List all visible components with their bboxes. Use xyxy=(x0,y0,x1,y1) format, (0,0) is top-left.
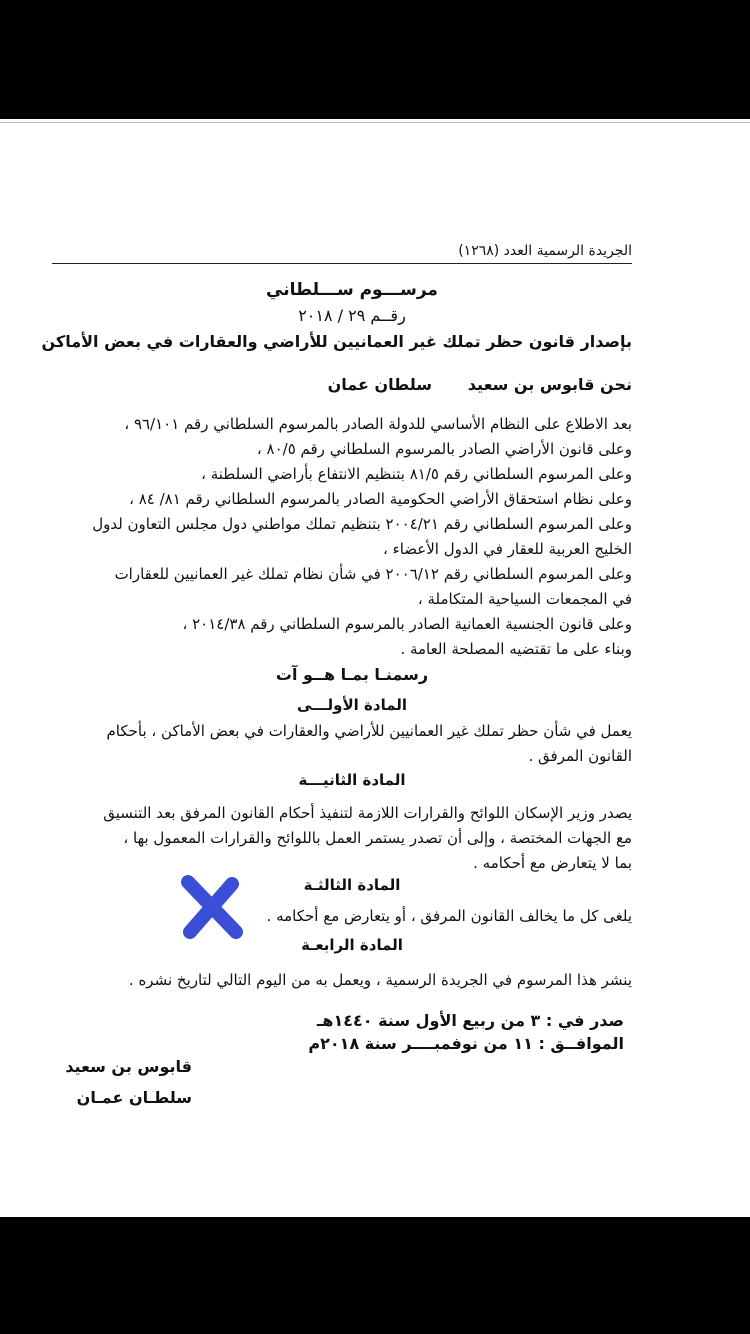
article-line: يصدر وزير الإسكان اللوائح والقرارات اللازمة لتنفيذ أحكام القانون المرفق بعد التنسيق xyxy=(103,804,632,822)
article-heading: المادة الأولـــى xyxy=(296,696,408,714)
decree-document xyxy=(41,119,632,1217)
x-mark-stroke xyxy=(188,882,236,932)
article-line: يعمل في شأن حظر تملك غير العمانيين للأراضي والعقارات في بعض الأماكن ، بأحكام xyxy=(106,722,632,740)
issued-hijri: صدر في : ٣ من ربيع الأول سنة ١٤٤٠هـ xyxy=(316,1011,624,1030)
preamble-line: وعلى قانون الجنسية العمانية الصادر بالمرسوم السلطاني رقم ٢٠١٤/٣٨ ، xyxy=(182,615,632,633)
preamble-line: وعلى نظام استحقاق الأراضي الحكومية الصادر بالمرسوم السلطاني رقم ٨١/ ٨٤ ، xyxy=(129,490,632,508)
preamble-line: وعلى المرسوم السلطاني رقم ٢٠٠٤/٢١ بتنظيم تملك مواطني دول مجلس التعاون لدول xyxy=(92,515,632,533)
x-mark-icon xyxy=(178,874,246,942)
preamble-line: الخليج العربية للعقار في الدول الأعضاء ، xyxy=(383,540,632,558)
decree-subject: بإصدار قانون حظر تملك غير العمانيين للأراضي والعقارات في بعض الأماكن xyxy=(41,332,632,351)
preamble-line: وعلى المرسوم السلطاني رقم ٨١/٥ بتنظيم الانتفاع بأراضي السلطنة ، xyxy=(201,465,632,483)
gazette-header: الجريدة الرسمية العدد (١٢٦٨) xyxy=(458,243,632,259)
sovereign-name: نحن قابوس بن سعيد xyxy=(467,375,632,394)
preamble-line: في المجمعات السياحية المتكاملة ، xyxy=(417,590,632,608)
article-line: يلغى كل ما يخالف القانون المرفق ، أو يتعارض مع أحكامه . xyxy=(266,907,632,925)
preamble-line: وعلى المرسوم السلطاني رقم ٢٠٠٦/١٢ في شأن نظام تملك غير العمانيين للعقارات xyxy=(114,565,632,583)
preamble-line: بعد الاطلاع على النظام الأساسي للدولة الصادر بالمرسوم السلطاني رقم ٩٦/١٠١ ، xyxy=(124,415,632,433)
signature-title: سلطـان عمـان xyxy=(76,1088,192,1107)
article-line: القانون المرفق . xyxy=(528,747,632,765)
header-rule xyxy=(52,263,632,264)
article-line: مع الجهات المختصة ، وإلى أن تصدر يستمر العمل باللوائح والقرارات المعمول بها ، xyxy=(123,829,632,847)
decree-title: مرســـوم ســـلطاني xyxy=(266,280,438,300)
document-page xyxy=(0,119,750,1217)
preamble-line: وبناء على ما تقتضيه المصلحة العامة . xyxy=(400,640,632,658)
signature-name: قابوس بن سعيد xyxy=(65,1057,192,1076)
article-heading: المادة الثالثـة xyxy=(303,876,401,894)
article-line: ينشر هذا المرسوم في الجريدة الرسمية ، ويعمل به من اليوم التالي لتاريخ نشره . xyxy=(128,971,632,989)
decree-number: رقــم ٢٩ / ٢٠١٨ xyxy=(298,306,406,325)
article-heading: المادة الثانيـــة xyxy=(298,771,406,789)
issued-gregorian: الموافــق : ١١ من نوفمبــــر سنة ٢٠١٨م xyxy=(308,1034,624,1053)
preamble-line: وعلى قانون الأراضي الصادر بالمرسوم السلطاني رقم ٨٠/٥ ، xyxy=(256,440,632,458)
article-line: بما لا يتعارض مع أحكامه . xyxy=(473,854,632,872)
sovereign-title: سلطان عمان xyxy=(327,375,432,394)
article-heading: المادة الرابعـة xyxy=(301,936,403,954)
decreed-heading: رسمنـا بمـا هــو آت xyxy=(275,665,429,684)
